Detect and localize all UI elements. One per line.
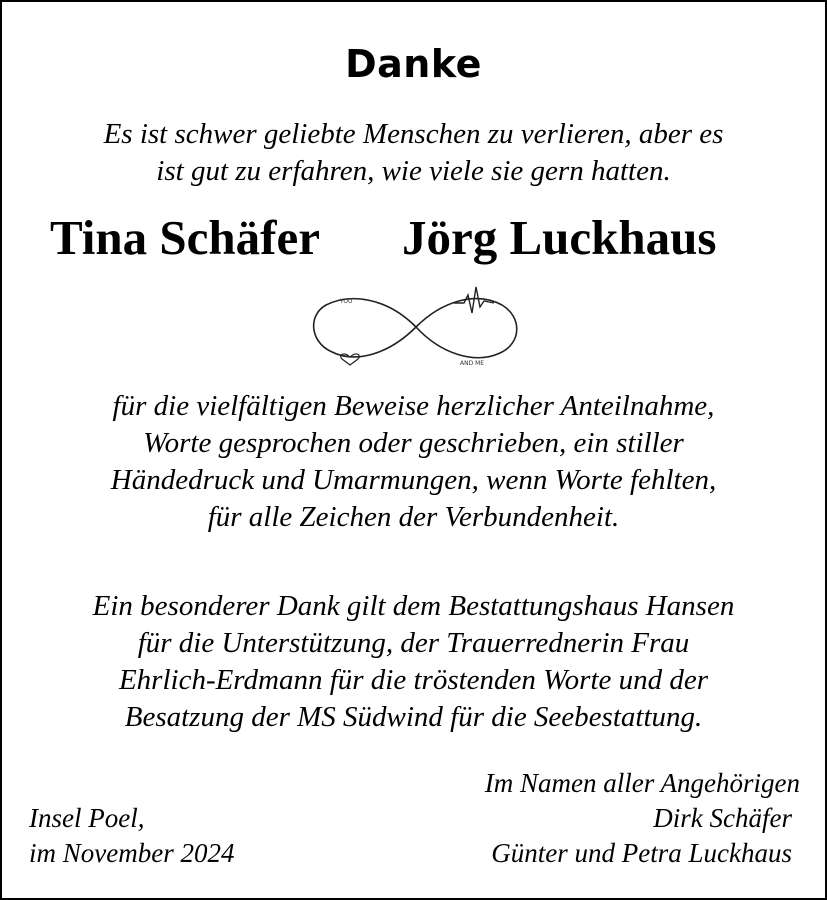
emblem-label-bottom: AND ME xyxy=(460,360,485,367)
message-line: Worte gesprochen oder geschrieben, ein stiller xyxy=(143,427,684,459)
signature-block xyxy=(485,766,800,871)
signer-name: Dirk Schäfer xyxy=(653,803,792,833)
message-line: für die vielfältigen Beweise herzlicher Anteilnahme, xyxy=(112,390,715,422)
special-thanks-paragraph xyxy=(2,588,825,736)
message-line: für alle Zeichen der Verbundenheit. xyxy=(207,501,620,533)
thanks-line: Ein besonderer Dank gilt dem Bestattungshaus Hansen xyxy=(92,590,735,622)
title: Danke xyxy=(345,42,482,86)
place-text: Insel Poel, xyxy=(29,803,145,833)
quote xyxy=(2,116,825,190)
quote-line: ist gut zu erfahren, wie viele sie gern hatten. xyxy=(156,155,671,187)
thanks-line: für die Unterstützung, der Trauerrednerin Frau xyxy=(137,627,690,659)
quote-line: Es ist schwer geliebte Menschen zu verlieren, aber es xyxy=(103,118,724,150)
thanks-line: Besatzung der MS Südwind für die Seebestattung. xyxy=(124,701,703,733)
place-date-block xyxy=(29,801,234,871)
name-first: Tina Schäfer xyxy=(50,210,320,265)
infinity-loop xyxy=(314,299,517,358)
message-paragraph xyxy=(2,388,825,536)
infinity-heart-icon xyxy=(308,285,524,369)
signer-name: Günter und Petra Luckhaus xyxy=(491,838,792,868)
date-text: im November 2024 xyxy=(29,838,235,868)
emblem-label-top: YOU xyxy=(340,298,353,305)
thanks-line: Ehrlich-Erdmann für die tröstenden Worte und der xyxy=(118,664,709,696)
name-second: Jörg Luckhaus xyxy=(402,210,717,265)
on-behalf-text: Im Namen aller Angehörigen xyxy=(484,768,800,798)
message-line: Händedruck und Umarmungen, wenn Worte fehlten, xyxy=(110,464,717,496)
